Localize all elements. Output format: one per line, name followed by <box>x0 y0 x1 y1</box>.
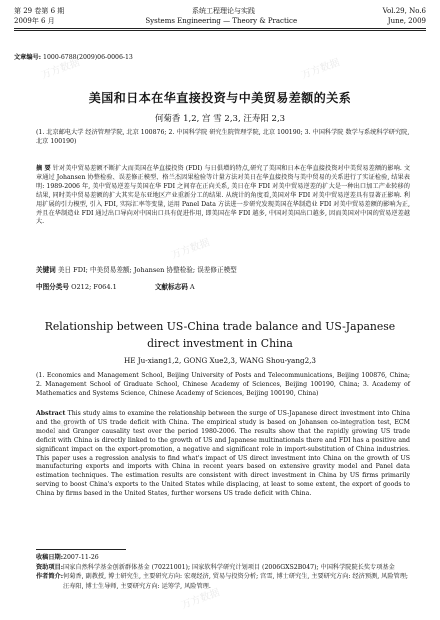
doc-code-label: 文献标志码 <box>154 283 188 291</box>
header-rule <box>14 28 426 29</box>
abstract-en-label: Abstract <box>36 410 66 417</box>
issue-date-zh: 2009年 6 月 <box>14 17 55 25</box>
keywords-zh <box>36 264 410 274</box>
header-rule-2 <box>14 30 426 31</box>
authors-zh: 何菊香 1,2, 宫 雪 2,3, 汪寿阳 2,3 <box>154 114 286 124</box>
footnote-rule <box>36 549 126 550</box>
clc-label: 中图分类号 <box>36 283 69 291</box>
keywords-zh-label: 关键词 <box>36 266 56 274</box>
watermark: 万方数据 <box>40 417 82 442</box>
journal-title-zh: 系统工程理论与实践 <box>191 7 255 15</box>
watermark: 万方数据 <box>180 587 222 612</box>
title-en: Relationship between US-China trade balance and US-Japanese direct investment in China <box>44 320 396 350</box>
watermark: 万方数据 <box>40 57 82 82</box>
footnote-authors: 作者简介: 何菊香, 副教授, 博士研究生, 主要研究方向: 宏观经济, 贸易与投资分析; 宫雪, 博士研究生, 主要研究方向: 经济预测, 风险管理; 汪寿阳, 博士生导师, 主要研究方向: 运筹学, 风险管理. <box>36 573 409 590</box>
article-id: 文章编号: 1000-6788(2009)06-0006-13 <box>14 54 133 61</box>
running-header <box>14 6 426 26</box>
watermark: 万方数据 <box>170 237 212 262</box>
watermark: 万方数据 <box>330 417 372 442</box>
abstract-en <box>36 410 410 499</box>
authors-en: HE Ju-xiang1,2, GONG Xue2,3, WANG Shou-yang2,3 <box>123 356 317 365</box>
abstract-zh-label: 摘 要 <box>36 165 51 172</box>
keywords-zh-text: 美日 FDI; 中美贸易差额; Johansen 协整检验; 误差修正模型 <box>57 266 237 274</box>
journal-title-en: Systems Engineering — Theory & Practice <box>145 17 298 25</box>
affiliation-en: (1. Economics and Management School, Beijing University of Posts and Telecommunications, Beijing 100876, China; 2. Management School of Graduate School, Chinese Academy of Sciences, Beijing 100190, China; 3. Academy of Mathematics and Systems Science, Chinese Academy of Sciences, Beijing 100190, China) <box>36 372 410 397</box>
classification-zh <box>36 281 410 291</box>
watermark: 万方数据 <box>300 57 342 82</box>
affiliation-zh: (1. 北京邮电大学 经济管理学院, 北京 100876; 2. 中国科学院 研究生院管理学院, 北京 100190; 3. 中国科学院 数学与系统科学研究院, 北京 100190) <box>36 129 410 145</box>
abstract-en-text: This study aims to examine the relationship between the surge of US-Japanese direct investment into China and the growth of US trade deficit with China. The empirical study is based on Johansen co-integration test, ECM model and Granger causality test over the period 1980-2006. The results show that the rapidly growing US trade deficit with China is directly linked to the growth of US and Japanese multinationals there and FDI has a positive and significant impact on the export-promotion, a negative and significant role in import-substitution of China industries. This paper uses a regression analysis to find what's impact of US direct investment into China on the growth of US manufacturing exports and imports with China in recent years based on extensive gravity model and Panel data estimation techniques. The estimation results are consistent with direct investment in China by US firms primarily serving to boost China's exports to the United States while displacing, at least to some extent, the export of goods to China by firms based in the United States, further worsens US trade deficit with China. <box>36 410 411 498</box>
footnote-received: 收稿日期: 2007-11-26 <box>36 554 99 561</box>
abstract-zh-text: 针对美中贸易差额不断扩大而美国在华直接投资 (FDI) 与日俱增的特点,研究了美国和日本在华直接投资对中美贸易差额的影响. 文章通过 Johansen 协整检验、误差修正模型、格兰杰因果检验等计量方法对美日在华直接投资与美中贸易的关系进行了实证检验, 结果表明: 1989-2006 年, 美中贸易逆差与美国在华 FDI 之间存在正向关系, 美日在华 FDI 对美中贸易逆差的扩大是一种出口加工产业转移的结果, 同时美中贸易差额的扩大其实是东亚地区产业重新分工的结果. 从统计的角度看,美国对华 FDI 对美中贸易逆差具有显著正影响. 利用扩展的引力模型, 引入 FDI, 实际汇率等变量, 运用 Panel Data 方法进一步研究发现美国在华制造业 FDI 对美中贸易差额的影响为正, 并且在华制造业 FDI 通过出口导向对中国出口具有促进作用, 即美国在华 FDI 越多, 中国对美国出口越多, 因而美国对中国的贸易逆差越大. <box>36 165 411 226</box>
footnotes <box>36 553 410 591</box>
clc-value: O212; F064.1 <box>71 283 117 291</box>
journal-volume-en: Vol.29, No.6 <box>382 7 426 15</box>
title-zh: 美国和日本在华直接投资与中美贸易差额的关系 <box>88 91 352 105</box>
journal-volume: 第 29 卷第 6 期 <box>14 7 65 15</box>
footnote-funding: 资助项目: 国家自然科学基金创新群体基金 (70221001); 国家软科学研究计划项目 (2006GXS2B047); 中国科学院院长奖专项基金 <box>36 563 395 571</box>
abstract-zh <box>36 165 410 227</box>
doc-code-value: A <box>189 283 195 291</box>
issue-date-en: June, 2009 <box>387 17 426 25</box>
